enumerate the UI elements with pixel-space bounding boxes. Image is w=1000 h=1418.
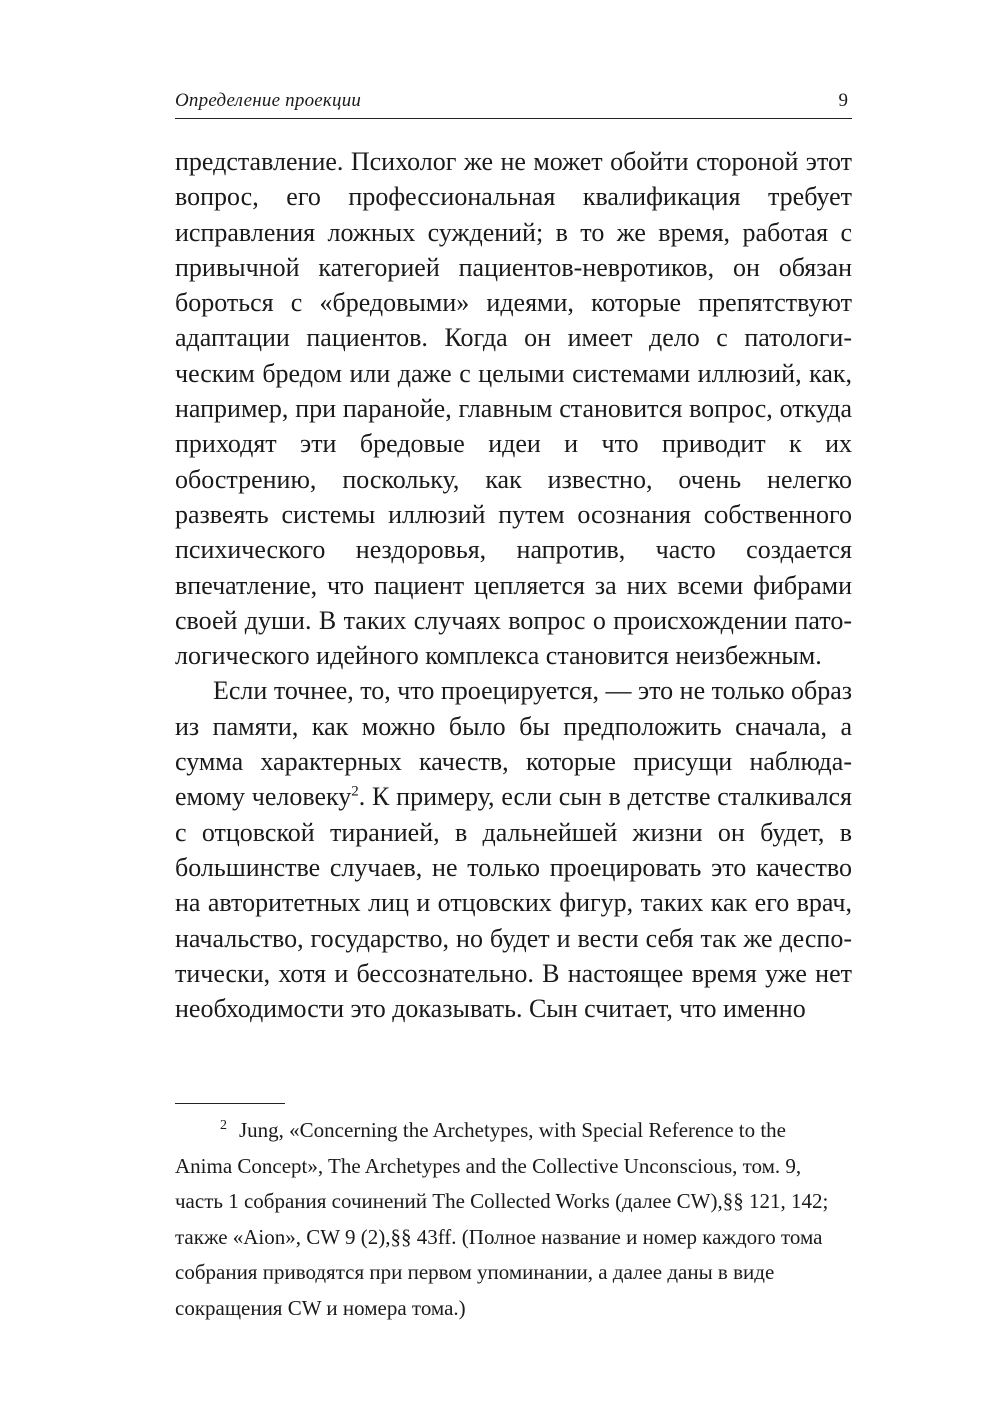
running-title: Определение проекции <box>175 90 362 111</box>
paragraph-1: представление. Психолог же не может обойти стороной этот вопрос, его профессиональная квалификация требует исправления ложных суждений; в то же время, работая с привычной категорией пациентов-невротиков, он обязан бороться с «бредовыми» идеями, которые препятствуют адаптации пациентов. Когда он имеет дело с патологическим бредом или даже с целыми системами иллюзий, как, например, при паранойе, главным становится вопрос, откуда приходят эти бредовые идеи и что приводит к их обострению, поскольку, как известно, очень нелегко развеять системы иллюзий путем осознания собственного психического нездоровья, напротив, часто создается впечатление, что пациент цепляется за них всеми фибрами своей души. В таких случаях вопрос о происхождении патологического идейного комплекса становится неизбежным. <box>175 147 852 671</box>
paragraph-2-text-after-note: . К примеру, если сын в детстве сталкивался с отцовской тиранией, в дальнейшей жизни он будет, в большинстве случаев, не только проецировать это качество на авторитетных лиц и отцовских фигур, таких как его врач, начальство, государство, но будет и вести себя так же деспотически, хотя и бессознательно. В настоящее время уже нет необходимости это доказывать. Сын считает, что именно <box>175 782 852 1024</box>
running-header <box>175 90 852 119</box>
footnote-text: Jung, «Concerning the Archetypes, with Special Reference to the Anima Concept», The Archetypes and the Collective Unconscious, том. 9, часть 1 собрания сочинений The Collected Works (далее CW),§§ 121, 142; также «Aion», CW 9 (2),§§ 43ff. (Полное название и номер каждого тома собрания приводятся при первом упоминании, а далее даны в виде сокращения CW и номера тома.) <box>175 1118 829 1320</box>
footnote <box>175 1113 830 1326</box>
body-text <box>175 144 852 1026</box>
footnote-divider <box>175 1103 285 1104</box>
page-number: 9 <box>838 90 848 111</box>
footnote-reference[interactable]: 2 <box>351 783 359 800</box>
paragraph-2-text-before-note: Если точнее, то, что проецируется, — это не только образ из памяти, как можно было бы предположить сначала, а сумма характерных качеств, которые присущи наблюдаемому человеку <box>175 676 852 812</box>
footnote-paragraph <box>175 1113 830 1326</box>
paragraph-2 <box>175 673 852 1026</box>
footnote-marker: 2 <box>220 1118 227 1133</box>
